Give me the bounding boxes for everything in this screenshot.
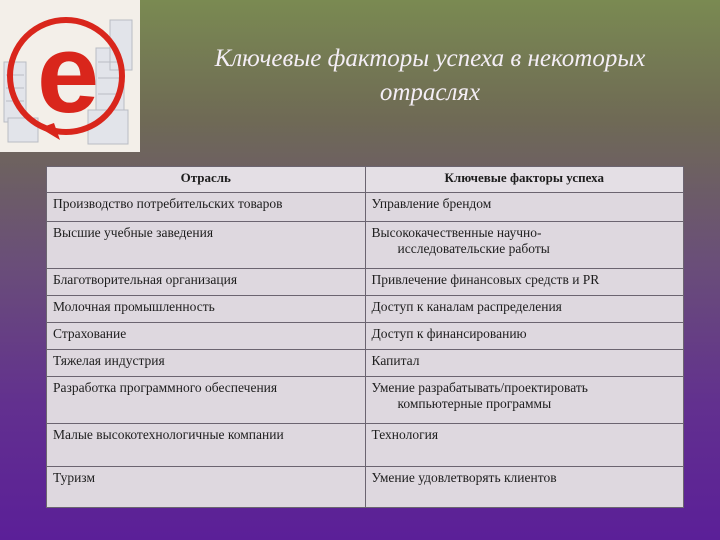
factor-text: Умение разрабатывать/проектировать [371,380,588,395]
industry-cell: Туризм [47,467,366,508]
industry-cell: Благотворительная организация [47,269,366,296]
factor-cell [365,296,684,323]
table-row [47,350,684,377]
slide-title [160,42,700,110]
factor-text: Умение удовлетворять клиентов [371,470,557,485]
industry-cell: Малые высокотехнологичные компании [47,424,366,467]
table-header-row [47,167,684,193]
table-row [47,296,684,323]
industry-cell: Тяжелая индустрия [47,350,366,377]
factor-text: Привлечение финансовых средств и PR [371,272,600,287]
factor-text: Доступ к каналам распределения [371,299,562,314]
factor-text: Капитал [371,353,420,368]
table-row [47,222,684,269]
table-row [47,424,684,467]
industry-cell: Разработка программного обеспечения [47,377,366,424]
factor-cell [365,424,684,467]
logo [0,0,140,152]
logo-letter: e [36,11,100,136]
slide-title-line-1: Ключевые факторы успеха в некоторых [214,45,646,72]
factor-cell [365,467,684,508]
header-factors: Ключевые факторы успеха [365,167,684,193]
table-row [47,193,684,222]
factor-cell [365,377,684,424]
industry-cell: Высшие учебные заведения [47,222,366,269]
factor-text: Технология [371,427,439,442]
industry-cell: Страхование [47,323,366,350]
table-row [47,323,684,350]
table-row [47,377,684,424]
factor-cell [365,193,684,222]
success-factors-table [46,166,684,508]
factor-cell [365,350,684,377]
slide-title-line-2: отраслях [379,79,481,106]
factor-text: Управление брендом [371,196,492,211]
factor-text: Высококачественные научно- [371,225,542,240]
logo-graphic [0,0,140,152]
factor-cell [365,222,684,269]
factor-text-continued: исследовательские работы [397,241,550,256]
industry-cell: Молочная промышленность [47,296,366,323]
table-row [47,467,684,508]
table-row [47,269,684,296]
industry-cell: Производство потребительских товаров [47,193,366,222]
factor-text-continued: компьютерные программы [397,396,552,411]
factor-cell [365,323,684,350]
factor-text: Доступ к финансированию [371,326,527,341]
header-industry: Отрасль [47,167,366,193]
factor-cell [365,269,684,296]
